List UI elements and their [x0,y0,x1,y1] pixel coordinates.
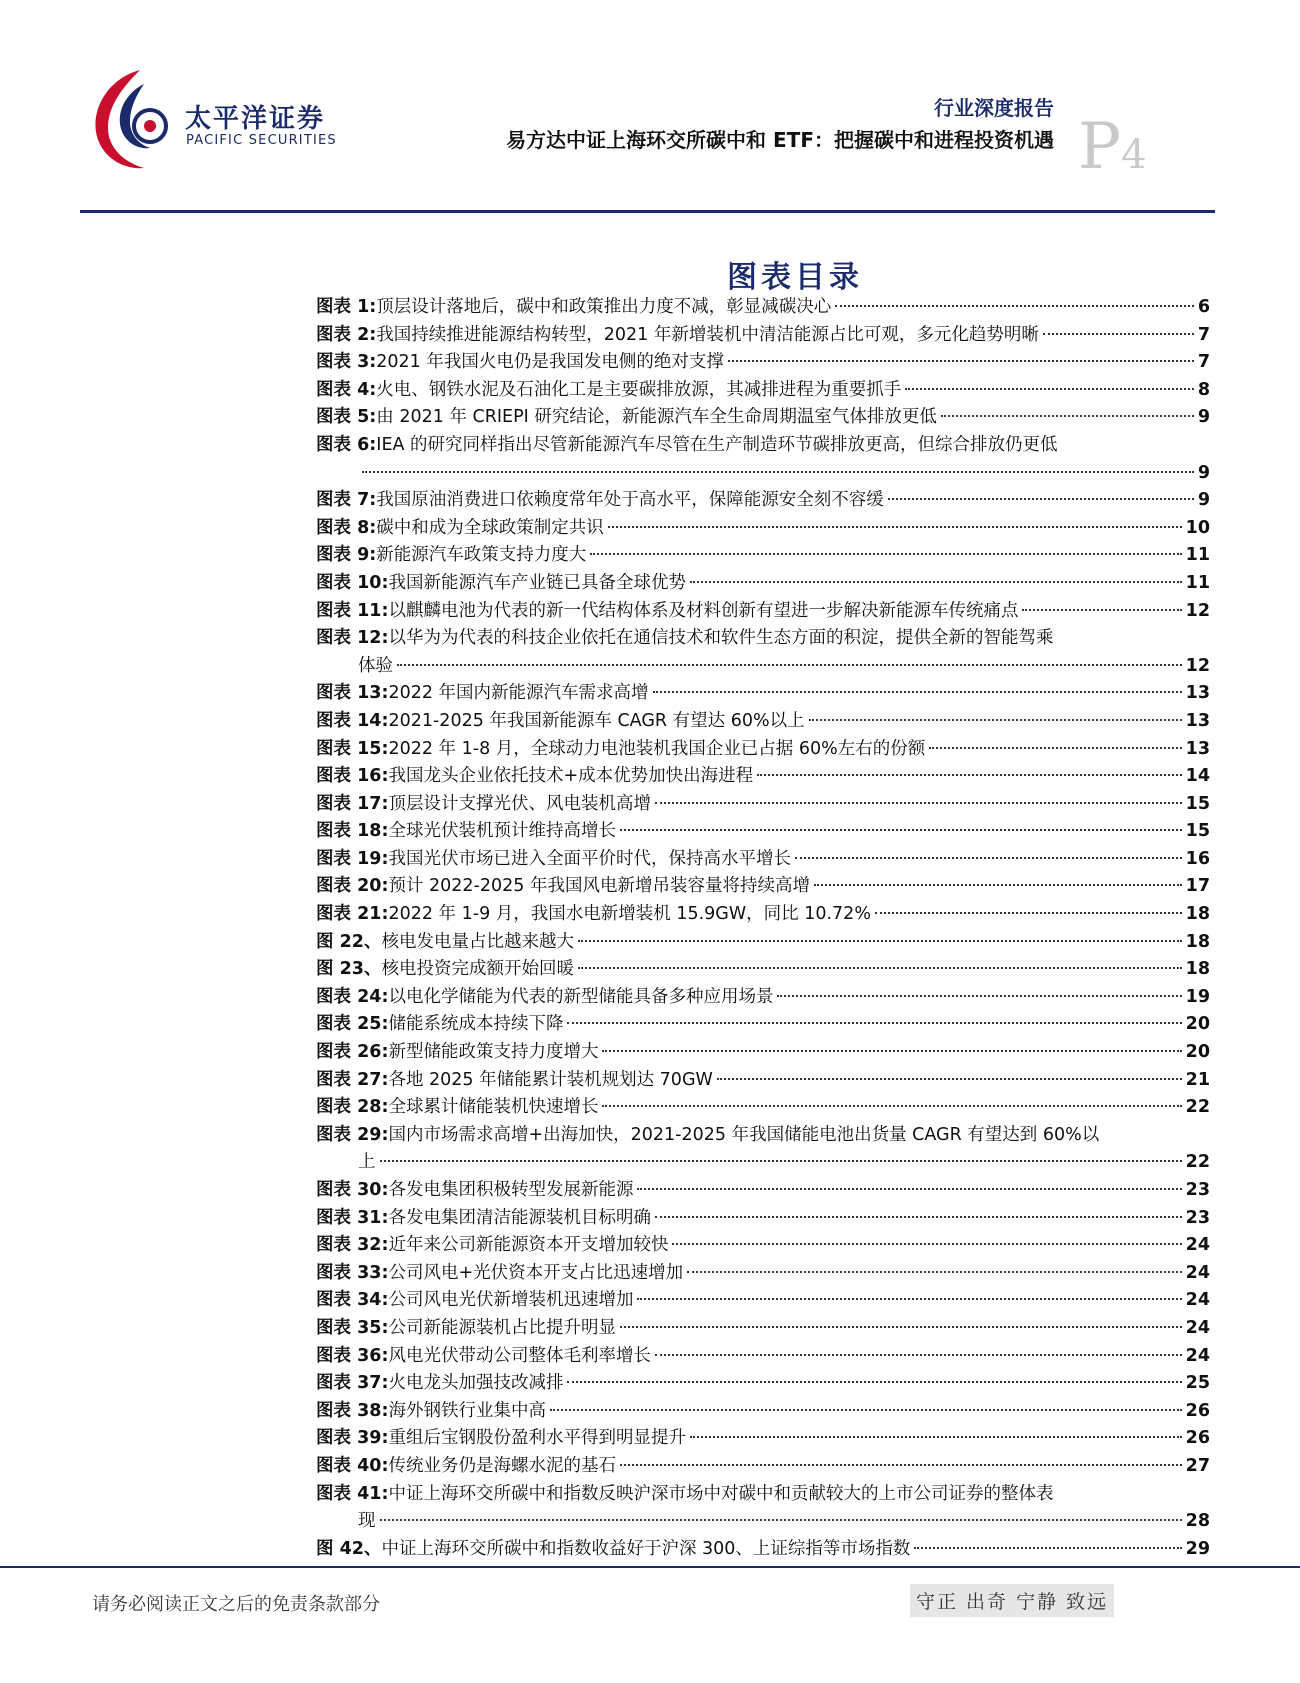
toc-leader-dots [888,498,1194,500]
toc-entry-page: 14 [1185,766,1210,787]
toc-entry-label: 图表 19: [316,848,389,869]
toc-entry-continuation [316,460,1210,488]
toc-entry-line [316,763,1210,791]
toc-entry-text: 顶层设计支撑光伏、风电装机高增 [388,793,651,814]
toc-entry-page: 18 [1185,931,1210,952]
toc-leader-dots [653,691,1182,693]
toc-entry-text: 各发电集团积极转型发展新能源 [388,1180,634,1200]
toc-entry-continuation [316,1508,1210,1536]
toc-entry-text: 传统业务仍是海螺水泥的基石 [388,1455,616,1476]
toc-entry-page: 11 [1185,545,1210,566]
toc-entry-label: 图表 40: [316,1455,389,1476]
toc-leader-dots [550,1409,1182,1411]
toc-entry-label: 图表 37: [316,1373,389,1394]
toc-entry-label: 图表 3: [316,352,377,373]
toc-entry-text: 以电化学储能为代表的新型储能具备多种应用场景 [388,986,774,1007]
toc-entry-label: 图表 26: [316,1042,389,1063]
toc-entry-text: 核电发电量占比越来越大 [381,931,574,952]
toc-entry[interactable] [316,1122,1210,1177]
toc-entry-label: 图表 28: [316,1097,389,1118]
toc-entry-text: 中证上海环交所碳中和指数反映沪深市场中对碳中和贡献较大的上市公司证券的整体表 [388,1483,1054,1504]
toc-entry-label: 图表 15: [316,738,389,759]
toc-entry-line [316,598,1210,626]
toc-entry-line [316,1536,1210,1564]
toc-entry-line [316,570,1210,598]
toc-title: 图表目录 [727,260,863,295]
toc-entry-continuation [316,653,1210,681]
toc-entry-page: 19 [1185,986,1210,1007]
toc-entry-line [316,515,1210,543]
toc-entry-line [316,1481,1210,1509]
toc-entry-text: 全球累计储能装机快速增长 [388,1097,599,1118]
toc-entry-line [316,1287,1210,1315]
toc-entry-line [316,625,1210,653]
toc-entry-line [316,1453,1210,1481]
toc-leader-dots [929,747,1181,749]
toc-leader-dots [620,829,1182,831]
toc-leader-dots [567,1381,1181,1383]
toc-entry-label: 图表 20: [316,876,389,897]
toc-entry[interactable] [316,1094,1210,1122]
toc-leader-dots [690,581,1182,583]
toc-entry[interactable] [316,570,1210,598]
toc-entry-label: 图表 34: [316,1290,389,1311]
toc-leader-dots [637,1298,1181,1300]
toc-leader-dots [905,388,1194,390]
toc-entry-text-cont: 上 [358,1152,376,1173]
toc-entry-page: 23 [1185,1207,1210,1228]
toc-entry-text: 各地 2025 年储能累计装机规划达 70GW [388,1069,713,1090]
toc-leader-dots [1043,333,1194,335]
toc-entry[interactable] [316,377,1210,405]
toc-entry-text: 海外钢铁行业集中高 [388,1400,546,1421]
toc-entry-label: 图表 10: [316,572,389,593]
toc-entry-line [316,791,1210,819]
toc-entry[interactable] [316,1343,1210,1371]
toc-entry-label: 图表 14: [316,710,389,731]
toc-entry-page: 15 [1185,793,1210,814]
toc-entry[interactable] [316,929,1210,957]
toc-leader-dots [578,967,1182,969]
toc-entry-text: 重组后宝钢股份盈利水平得到明显提升 [388,1428,686,1449]
toc-leader-dots [757,774,1182,776]
logo-swirl-icon [88,66,178,174]
toc-entry-line [316,294,1210,322]
toc-entry[interactable] [316,1287,1210,1315]
toc-entry-line [316,1177,1210,1205]
toc-entry-text: 我国光伏市场已进入全面平价时代，保持高水平增长 [388,848,791,869]
toc-entry-page: 24 [1185,1317,1210,1338]
toc-entry-label: 图表 30: [316,1180,389,1200]
toc-entry[interactable] [316,1067,1210,1095]
toc-entry-text: 由 2021 年 CRIEPI 研究结论，新能源汽车全生命周期温室气体排放更低 [376,407,937,428]
toc-entry-text: 2022 年 1-8 月，全球动力电池装机我国企业已占据 60%左右的份额 [388,738,926,759]
toc-entry[interactable] [316,1481,1210,1536]
toc-entry-text: 碳中和成为全球政策制定共识 [376,517,604,538]
toc-entry-label: 图表 17: [316,793,389,814]
toc-entry-label: 图表 21: [316,904,389,925]
toc-entry-text: 国内市场需求高增+出海加快，2021-2025 年我国储能电池出货量 CAGR 有望达到 60%以 [388,1124,1100,1145]
toc-entry-line [316,1343,1210,1371]
toc-entry-line [316,404,1210,432]
toc-entry-label: 图表 8: [316,517,377,538]
toc-leader-dots [602,1105,1181,1107]
page-number: 4 [1121,132,1147,178]
page-letter: P [1078,110,1122,184]
toc-entry-text: 我国原油消费进口依赖度常年处于高水平，保障能源安全刻不容缓 [376,490,884,511]
brand-name-en: PACIFIC SECURITIES [186,133,337,148]
report-type: 行业深度报告 [934,96,1054,120]
toc-entry-text-cont: 现 [358,1511,376,1532]
toc-entry-continuation [316,1149,1210,1177]
toc-leader-dots [655,1216,1182,1218]
toc-entry-text: 2021-2025 年我国新能源车 CAGR 有望达 60%以上 [388,710,805,731]
toc-entry-line [316,1039,1210,1067]
toc-entry-page: 24 [1185,1345,1210,1366]
toc-entry[interactable] [316,736,1210,764]
toc-entry-page: 16 [1185,848,1210,869]
toc-leader-dots [814,884,1182,886]
toc-entry-text: 公司风电光伏新增装机迅速增加 [388,1290,634,1311]
toc-leader-dots [637,1188,1181,1190]
toc-entry-page: 20 [1185,1042,1210,1063]
toc-entry-line [316,708,1210,736]
report-title: 易方达中证上海环交所碳中和 ETF：把握碳中和进程投资机遇 [506,128,1054,152]
toc-entry-page: 6 [1197,297,1210,317]
toc-leader-dots [941,415,1194,417]
toc-entry-text: 顶层设计落地后，碳中和政策推出力度不减，彰显减碳决心 [376,297,832,317]
page-number-mark [1078,110,1147,184]
toc-entry-label: 图表 12: [316,628,389,649]
toc-entry-page: 18 [1185,959,1210,980]
toc-entry-text: 新能源汽车政策支持力度大 [376,545,587,566]
toc-entry-text: 火电、钢铁水泥及石油化工是主要碳排放源，其减排进程为重要抓手 [376,379,902,400]
toc-entry-line [316,1425,1210,1453]
toc-entry[interactable] [316,1536,1210,1564]
toc-entry-label: 图表 36: [316,1345,389,1366]
toc-leader-dots [875,912,1182,914]
toc-entry-line [316,818,1210,846]
toc-leader-dots [690,1436,1182,1438]
toc-leader-dots [655,802,1182,804]
toc-entry-line [316,542,1210,570]
toc-leader-dots [620,1326,1182,1328]
toc-entry[interactable] [316,1011,1210,1039]
toc-entry-text: 新型储能政策支持力度增大 [388,1042,599,1063]
toc-entry-page: 26 [1185,1428,1210,1449]
toc-entry-page: 21 [1185,1069,1210,1090]
toc-entry-text: 我国龙头企业依托技术+成本优势加快出海进程 [388,766,754,787]
toc-entry-text: 风电光伏带动公司整体毛利率增长 [388,1345,651,1366]
toc-entry-line [316,377,1210,405]
brand-name-cn: 太平洋证券 [185,104,326,134]
toc-entry-text: 全球光伏装机预计维持高增长 [388,821,616,842]
toc-entry-page: 22 [1185,1152,1210,1173]
toc-entry-text: 预计 2022-2025 年我国风电新增吊装容量将持续高增 [388,876,810,897]
toc-entry-line [316,1398,1210,1426]
toc-entry-line [316,1122,1210,1150]
toc-entry-page: 10 [1185,517,1210,538]
toc-entry[interactable] [316,542,1210,570]
toc-entry-page: 25 [1185,1373,1210,1394]
toc-entry-page: 12 [1185,655,1210,676]
toc-entry[interactable] [316,322,1210,350]
toc-entry-text: 以华为为代表的科技企业依托在通信技术和软件生态方面的积淀，提供全新的智能驾乘 [388,628,1054,649]
toc-entry[interactable] [316,1370,1210,1398]
toc-entry-text: 近年来公司新能源资本开支增加较快 [388,1235,669,1256]
toc-entry-page: 24 [1185,1262,1210,1283]
toc-leader-dots [380,1519,1182,1521]
toc-leader-dots [362,471,1194,473]
toc-entry-page: 9 [1197,462,1210,483]
toc-entry-label: 图表 11: [316,600,389,621]
toc-entry-label: 图表 38: [316,1400,389,1421]
toc-leader-dots [914,1547,1181,1549]
toc-entry-page: 29 [1185,1538,1210,1559]
toc-entry-page: 15 [1185,821,1210,842]
toc-entry-label: 图表 9: [316,545,377,566]
toc-leader-dots [672,1243,1181,1245]
toc-leader-dots [717,1078,1182,1080]
toc-entry-page: 11 [1185,572,1210,593]
toc-entry-line [316,873,1210,901]
toc-entry[interactable] [316,1425,1210,1453]
toc-entry[interactable] [316,515,1210,543]
toc-entry[interactable] [316,432,1210,487]
toc-leader-dots [380,1160,1182,1162]
toc-entry-label: 图表 4: [316,379,377,400]
header-divider [80,210,1215,213]
toc-entry[interactable] [316,901,1210,929]
toc-entry-label: 图 42、 [316,1538,382,1559]
toc-entry-text: 我国持续推进能源结构转型，2021 年新增装机中清洁能源占比可观，多元化趋势明晰 [376,324,1039,345]
toc-entry-label: 图表 25: [316,1014,389,1035]
toc-leader-dots [590,553,1181,555]
toc-entry-page: 22 [1185,1097,1210,1118]
toc-entry-page: 26 [1185,1400,1210,1421]
toc-entry-label: 图 23、 [316,959,382,980]
toc-entry-text: 2021 年我国火电仍是我国发电侧的绝对支撑 [376,352,724,373]
toc-entry-line [316,1067,1210,1095]
toc-entry-page: 13 [1185,738,1210,759]
toc-entry-label: 图表 6: [316,434,377,455]
toc-entry-text: 各发电集团清洁能源装机目标明确 [388,1207,651,1228]
toc-entry-page: 23 [1185,1180,1210,1200]
toc-entry-text: 公司新能源装机占比提升明显 [388,1317,616,1338]
toc-entry-line [316,349,1210,377]
toc-entry-page: 18 [1185,904,1210,925]
toc-entry-label: 图表 31: [316,1207,389,1228]
toc-entry-label: 图表 13: [316,683,389,704]
toc-entry-text: 公司风电+光伏资本开支占比迅速增加 [388,1262,684,1283]
toc-entry[interactable] [316,1205,1210,1233]
toc-entry-line [316,1315,1210,1343]
toc-entry-page: 9 [1197,490,1210,511]
toc-leader-dots [397,664,1182,666]
toc-entry[interactable] [316,1398,1210,1426]
toc-entry-label: 图表 29: [316,1124,389,1145]
toc-entry-page: 20 [1185,1014,1210,1035]
toc-entry-page: 24 [1185,1235,1210,1256]
toc-entry[interactable] [316,956,1210,984]
toc-entry-label: 图表 27: [316,1069,389,1090]
toc-entry[interactable] [316,625,1210,680]
toc-entry[interactable] [316,873,1210,901]
toc-entry-text: 储能系统成本持续下降 [388,1014,564,1035]
footer-disclaimer: 请务必阅读正文之后的免责条款部分 [92,1594,380,1615]
toc-entry[interactable] [316,1232,1210,1260]
toc-entry[interactable] [316,984,1210,1012]
toc-entry-line [316,901,1210,929]
toc-entry-line [316,984,1210,1012]
toc-entry-text: 我国新能源汽车产业链已具备全球优势 [388,572,686,593]
toc-entry-label: 图表 32: [316,1235,389,1256]
toc-leader-dots [578,940,1182,942]
toc-entry-page: 12 [1185,600,1210,621]
toc-entry-text: 以麒麟电池为代表的新一代结构体系及材料创新有望进一步解决新能源车传统痛点 [388,600,1019,621]
toc-entry-page: 27 [1185,1455,1210,1476]
toc-entry[interactable] [316,818,1210,846]
toc-leader-dots [608,526,1182,528]
toc-entry-line [316,680,1210,708]
toc-leader-dots [809,719,1182,721]
toc-entry[interactable] [316,1039,1210,1067]
toc-entry[interactable] [316,846,1210,874]
toc-entry-line [316,1260,1210,1288]
toc-entry-page: 7 [1197,352,1210,373]
toc-entry-line [316,1094,1210,1122]
toc-leader-dots [777,995,1181,997]
toc-entry[interactable] [316,349,1210,377]
toc-entry-page: 9 [1197,407,1210,428]
toc-entry-line [316,846,1210,874]
toc-entry[interactable] [316,598,1210,626]
toc-list [316,294,1210,1563]
toc-entry[interactable] [316,680,1210,708]
toc-entry[interactable] [316,404,1210,432]
toc-entry-text-cont: 体验 [358,655,393,676]
toc-entry[interactable] [316,487,1210,515]
toc-entry-line [316,487,1210,515]
toc-entry-label: 图表 41: [316,1483,389,1504]
toc-leader-dots [795,857,1182,859]
toc-leader-dots [620,1464,1182,1466]
toc-entry-line [316,929,1210,957]
toc-leader-dots [655,1354,1182,1356]
toc-entry-page: 13 [1185,683,1210,704]
toc-entry[interactable] [316,1177,1210,1205]
toc-entry-line [316,1232,1210,1260]
toc-entry-text: 核电投资完成额开始回暖 [381,959,574,980]
toc-leader-dots [835,305,1194,307]
toc-entry-label: 图表 39: [316,1428,389,1449]
toc-entry-text: 2022 年国内新能源汽车需求高增 [388,683,649,704]
toc-entry-page: 8 [1197,379,1210,400]
toc-entry-line [316,322,1210,350]
toc-entry-label: 图表 16: [316,766,389,787]
toc-entry[interactable] [316,763,1210,791]
toc-leader-dots [687,1271,1182,1273]
toc-entry-page: 7 [1197,324,1210,345]
toc-entry-label: 图表 33: [316,1262,389,1283]
toc-entry-label: 图表 18: [316,821,389,842]
toc-entry-label: 图表 24: [316,986,389,1007]
toc-entry-text: 2022 年 1-9 月，我国水电新增装机 15.9GW，同比 10.72% [388,904,871,925]
toc-leader-dots [728,360,1194,362]
toc-entry-page: 13 [1185,710,1210,731]
toc-leader-dots [1022,609,1181,611]
toc-entry[interactable] [316,1315,1210,1343]
toc-entry[interactable] [316,294,1210,322]
toc-entry-text: IEA 的研究同样指出尽管新能源汽车尽管在生产制造环节碳排放更高，但综合排放仍更低 [376,434,1058,455]
company-logo [88,66,178,174]
toc-entry-line [316,1205,1210,1233]
toc-entry[interactable] [316,708,1210,736]
footer-motto: 守正 出奇 宁静 致远 [910,1584,1114,1617]
toc-entry-label: 图 22、 [316,931,382,952]
toc-entry-line [316,1370,1210,1398]
toc-entry-page: 17 [1185,876,1210,897]
toc-entry-page: 28 [1185,1511,1210,1532]
toc-entry[interactable] [316,1260,1210,1288]
toc-entry-label: 图表 5: [316,407,377,428]
toc-entry-label: 图表 2: [316,324,377,345]
toc-entry-label: 图表 7: [316,490,377,511]
footer-divider [0,1566,1300,1568]
toc-entry-page: 24 [1185,1290,1210,1311]
toc-entry-line [316,736,1210,764]
toc-entry-label: 图表 35: [316,1317,389,1338]
toc-entry-text: 火电龙头加强技改减排 [388,1373,564,1394]
toc-entry-line [316,1011,1210,1039]
toc-entry-label: 图表 1: [316,297,377,317]
toc-leader-dots [567,1022,1181,1024]
toc-entry-text: 中证上海环交所碳中和指数收益好于沪深 300、上证综指等市场指数 [381,1538,911,1559]
toc-entry-line [316,432,1210,460]
toc-entry[interactable] [316,1453,1210,1481]
toc-entry-line [316,956,1210,984]
toc-entry[interactable] [316,791,1210,819]
toc-leader-dots [602,1050,1181,1052]
